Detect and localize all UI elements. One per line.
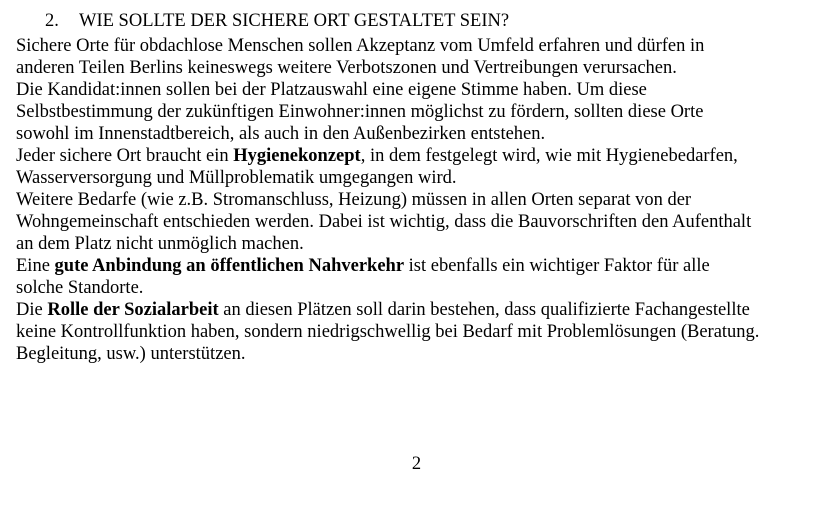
text-run: Jeder sichere Ort braucht ein <box>16 146 234 166</box>
text-run: an dem Platz nicht unmöglich machen. <box>16 234 304 254</box>
text-line <box>16 277 828 299</box>
text-run: an diesen Plätzen soll darin bestehen, dass qualifizierte Fachangestellte <box>218 300 750 320</box>
text-run: Die <box>16 300 48 320</box>
text-run: Sichere Orte für obdachlose Menschen sollen Akzeptanz vom Umfeld erfahren und dürfen in <box>16 36 705 56</box>
section-title: WIE SOLLTE DER SICHERE ORT GESTALTET SEIN? <box>79 11 510 31</box>
text-line <box>16 145 828 167</box>
text-line <box>16 79 828 101</box>
text-run: Eine <box>16 256 55 276</box>
text-line <box>16 255 828 277</box>
page-number: 2 <box>411 454 422 474</box>
text-run: ist ebenfalls ein wichtiger Faktor für alle <box>404 256 710 276</box>
text-run: Die Kandidat:innen sollen bei der Platzauswahl eine eigene Stimme haben. Um diese <box>16 80 647 100</box>
text-line <box>16 101 828 123</box>
text-run: Begleitung, usw.) unterstützen. <box>16 344 246 364</box>
section-body <box>16 35 828 365</box>
text-run: keine Kontrollfunktion haben, sondern niedrigschwellig bei Bedarf mit Problemlösungen (Beratung. <box>16 322 760 342</box>
text-line <box>16 123 828 145</box>
text-run: solche Standorte. <box>16 278 144 298</box>
text-line <box>16 321 828 343</box>
bold-phrase: Hygienekonzept <box>233 146 361 166</box>
text-line <box>16 35 828 57</box>
bold-phrase: Rolle der Sozialarbeit <box>47 300 219 320</box>
text-run: Weitere Bedarfe (wie z.B. Stromanschluss, Heizung) müssen in allen Orten separat von der <box>16 190 692 210</box>
text-line <box>16 189 828 211</box>
text-run: Wasserversorgung und Müllproblematik umgegangen wird. <box>16 168 457 188</box>
text-run: sowohl im Innenstadtbereich, als auch in den Außenbezirken entstehen. <box>16 124 546 144</box>
text-line <box>16 343 828 365</box>
text-line <box>16 233 828 255</box>
text-line <box>16 211 828 233</box>
text-run: Selbstbestimmung der zukünftigen Einwohner:innen möglichst zu fördern, sollten diese Orte <box>16 102 704 122</box>
section-heading <box>45 10 509 32</box>
text-line <box>16 167 828 189</box>
text-line <box>16 57 828 79</box>
text-run: anderen Teilen Berlins keineswegs weitere Verbotszonen und Vertreibungen verursachen. <box>16 58 677 78</box>
section-number: 2. <box>45 11 59 31</box>
text-run: Wohngemeinschaft entschieden werden. Dabei ist wichtig, dass die Bauvorschriften den Aufenthalt <box>16 212 752 232</box>
bold-phrase: gute Anbindung an öffentlichen Nahverkehr <box>54 256 405 276</box>
text-line <box>16 299 828 321</box>
text-run: , in dem festgelegt wird, wie mit Hygienebedarfen, <box>360 146 738 166</box>
